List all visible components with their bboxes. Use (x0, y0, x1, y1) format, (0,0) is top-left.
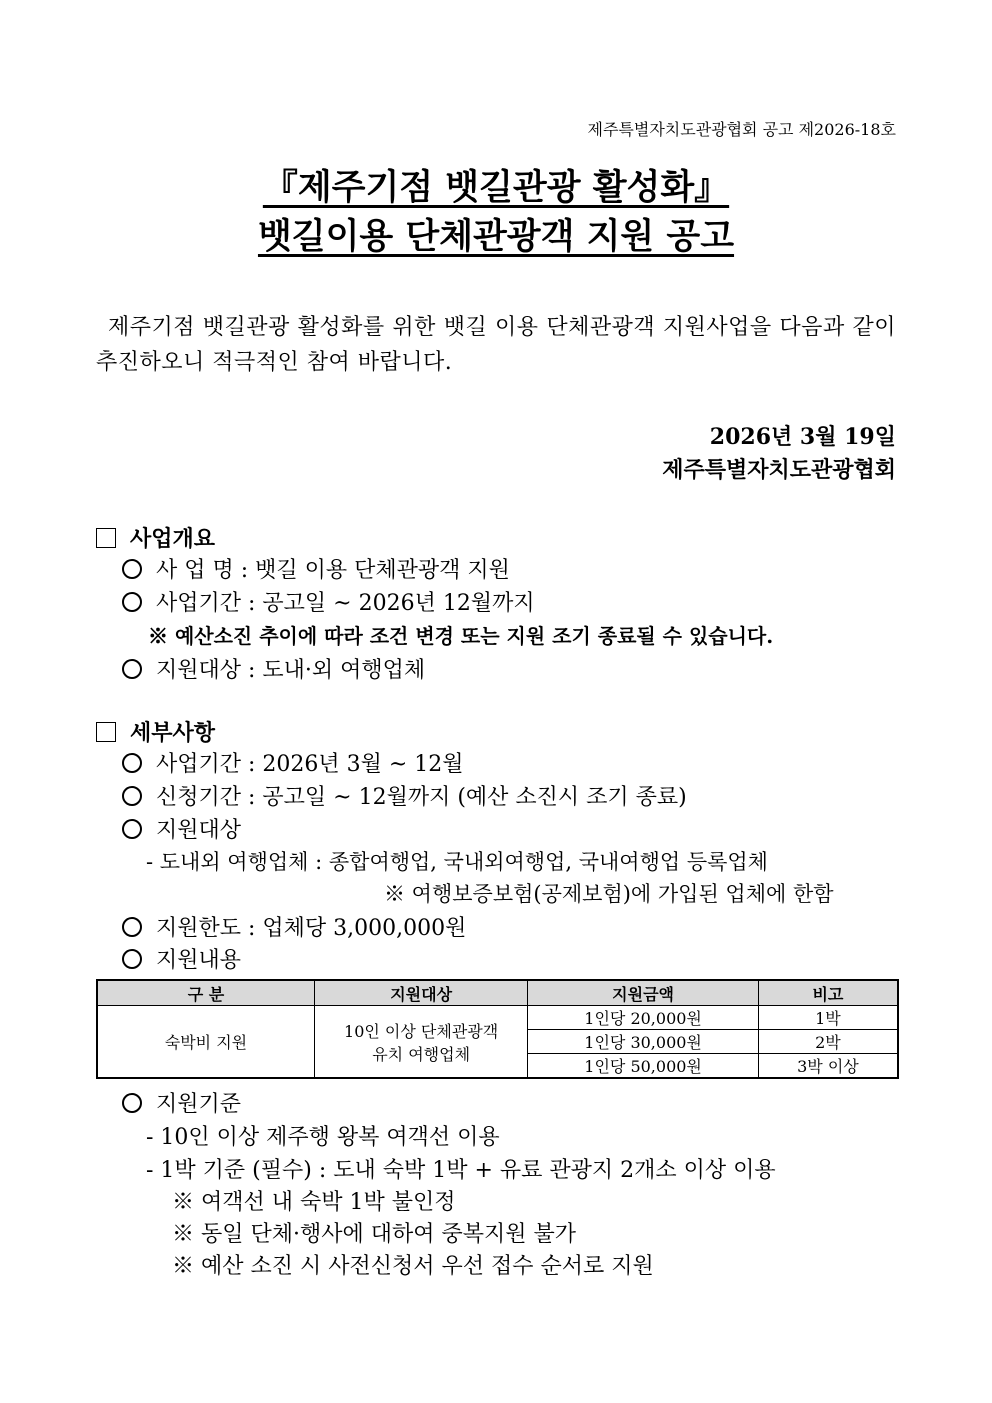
amount-cell: 1인당 30,000원 (528, 1030, 758, 1054)
checkbox-square-icon (96, 528, 116, 548)
section1-note: ※ 예산소진 추이에 따라 조건 변경 또는 지원 조기 종료될 수 있습니다. (148, 624, 774, 648)
item-text: 지원대상 (156, 818, 242, 843)
item-text: 사업기간 : 2026년 3월 ~ 12월 (156, 752, 464, 777)
header-note: 비고 (758, 980, 898, 1006)
circle-bullet-icon (122, 917, 142, 937)
title-line-2: 뱃길이용 단체관광객 지원 공고 (257, 217, 735, 257)
item-text: 지원대상 : 도내·외 여행업체 (156, 658, 426, 683)
target-cell (314, 1006, 527, 1079)
section2-item-criteria (122, 1087, 241, 1118)
remark-2: ※ 동일 단체·행사에 대하여 중복지원 불가 (172, 1222, 576, 1247)
notice-number: 제주특별자치도관광협회 공고 제2026-18호 (587, 120, 896, 139)
item-text: 지원기준 (156, 1092, 242, 1117)
section1-item-period (122, 586, 535, 617)
circle-bullet-icon (122, 819, 142, 839)
amount-cell: 1인당 50,000원 (528, 1054, 758, 1079)
table-row (97, 1006, 898, 1030)
remark-1: ※ 여객선 내 숙박 1박 불인정 (172, 1190, 456, 1215)
circle-bullet-icon (122, 592, 142, 612)
section2-item-content (122, 943, 241, 974)
note-cell: 2박 (758, 1030, 898, 1054)
criteria-1: - 10인 이상 제주행 왕복 여객선 이용 (146, 1125, 500, 1150)
item-text: 사업기간 : 공고일 ~ 2026년 12월까지 (156, 591, 535, 616)
item-text: 지원한도 : 업체당 3,000,000원 (156, 916, 467, 941)
circle-bullet-icon (122, 786, 142, 806)
section2-item-target (122, 813, 241, 844)
section2-title: 세부사항 (130, 720, 216, 746)
organization-name: 제주특별자치도관광협회 (662, 457, 896, 483)
circle-bullet-icon (122, 753, 142, 773)
note-cell: 1박 (758, 1006, 898, 1030)
section1-item-target (122, 653, 425, 684)
section1-item-name (122, 553, 510, 584)
item-text: 지원내용 (156, 948, 242, 973)
criteria-2: - 1박 기준 (필수) : 도내 숙박 1박 + 유료 관광지 2개소 이상 이용 (146, 1158, 776, 1183)
header-amount: 지원금액 (528, 980, 758, 1006)
target-note: ※ 여행보증보험(공제보험)에 가입된 업체에 한함 (384, 882, 834, 906)
support-table (96, 979, 899, 1079)
section1-title: 사업개요 (130, 526, 216, 552)
note-cell: 3박 이상 (758, 1054, 898, 1079)
target-line-1: 10인 이상 단체관광객 (344, 1021, 499, 1041)
section2-heading (96, 716, 215, 747)
item-text: 사 업 명 : 뱃길 이용 단체관광객 지원 (156, 558, 510, 583)
checkbox-square-icon (96, 722, 116, 742)
header-category: 구 분 (97, 980, 314, 1006)
circle-bullet-icon (122, 1093, 142, 1113)
circle-bullet-icon (122, 559, 142, 579)
table-header-row (97, 980, 898, 1006)
section2-item-period (122, 747, 464, 778)
category-cell: 숙박비 지원 (97, 1006, 314, 1079)
target-line-2: 유치 여행업체 (372, 1044, 471, 1064)
circle-bullet-icon (122, 949, 142, 969)
section2-item-apply (122, 780, 687, 811)
section1-heading (96, 522, 215, 553)
title-line-1: 『제주기점 뱃길관광 활성화』 (262, 168, 730, 208)
amount-cell: 1인당 20,000원 (528, 1006, 758, 1030)
section2-item-limit (122, 911, 466, 942)
remark-3: ※ 예산 소진 시 사전신청서 우선 접수 순서로 지원 (172, 1254, 654, 1279)
target-detail: - 도내외 여행업체 : 종합여행업, 국내외여행업, 국내여행업 등록업체 (146, 850, 768, 874)
notice-date: 2026년 3월 19일 (709, 424, 896, 450)
circle-bullet-icon (122, 659, 142, 679)
header-target: 지원대상 (314, 980, 527, 1006)
intro-paragraph: 제주기점 뱃길관광 활성화를 위한 뱃길 이용 단체관광객 지원사업을 다음과 같이 추진하오니 적극적인 참여 바랍니다. (96, 315, 896, 375)
item-text: 신청기간 : 공고일 ~ 12월까지 (예산 소진시 조기 종료) (156, 785, 687, 810)
